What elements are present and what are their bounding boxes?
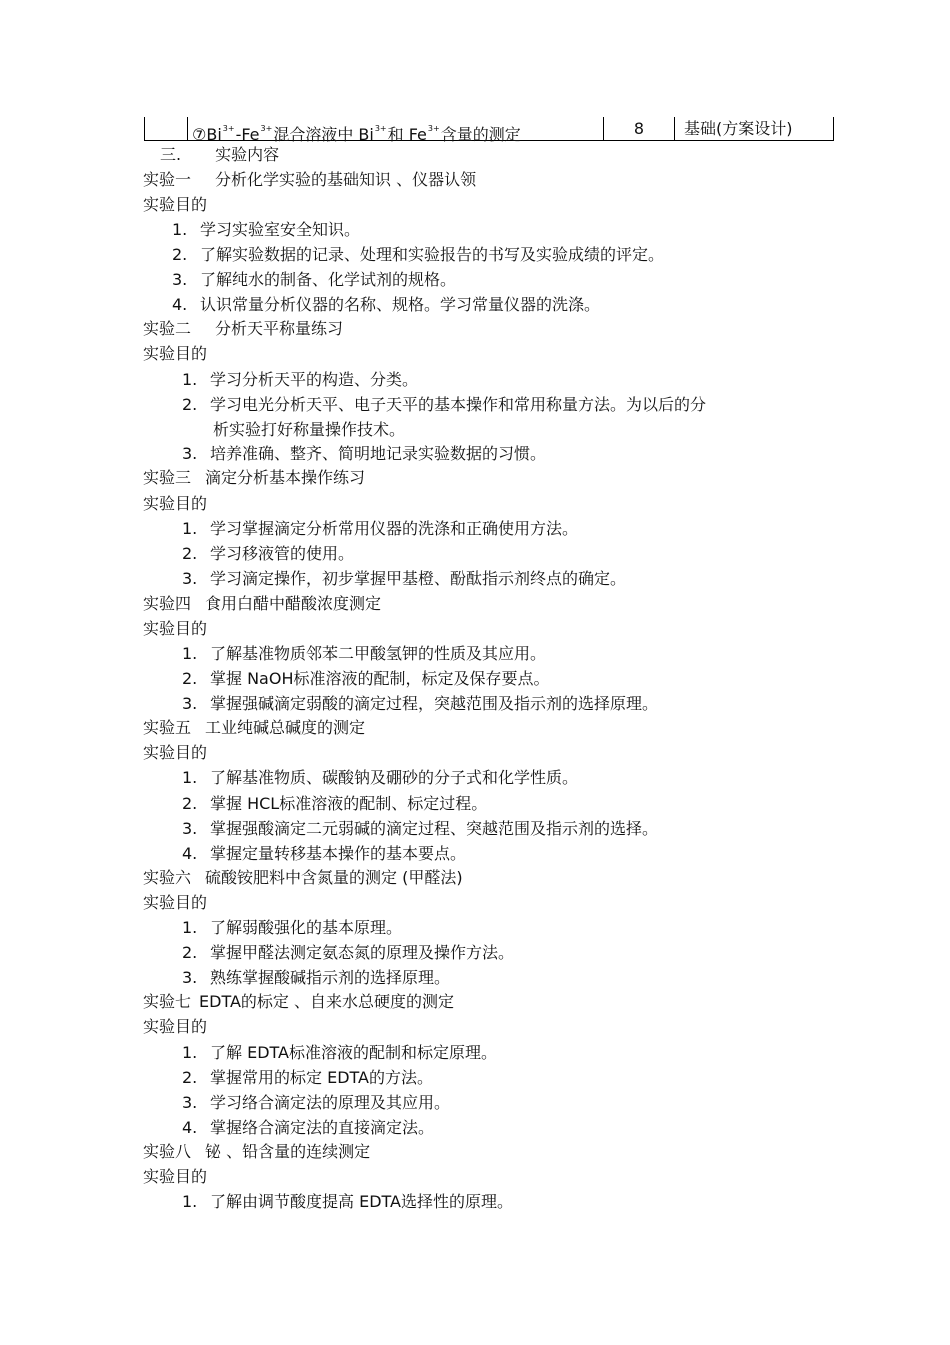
experiment-title: 实验六 硫酸铵肥料中含氮量的测定 (甲醛法) <box>143 868 463 887</box>
list-item: 3. 熟练掌握酸碱指示剂的选择原理。 <box>182 968 451 987</box>
list-item-continuation: 析实验打好称量操作技术。 <box>213 420 406 439</box>
list-item: 3. 掌握强酸滴定二元弱碱的滴定过程、突越范围及指示剂的选择。 <box>182 819 659 838</box>
list-item: 2. 掌握 NaOH标准溶液的配制，标定及保存要点。 <box>182 669 550 688</box>
purpose-label: 实验目的 <box>143 893 208 912</box>
list-item: 2. 了解实验数据的记录、处理和实验报告的书写及实验成绩的评定。 <box>172 245 665 264</box>
purpose-label: 实验目的 <box>143 1167 208 1186</box>
experiment-title: 实验二 分析天平称量练习 <box>143 319 344 338</box>
list-item: 1. 了解 EDTA标准溶液的配制和标定原理。 <box>182 1043 497 1062</box>
table-row <box>144 117 834 144</box>
list-item: 1. 了解基准物质邻苯二甲酸氢钾的性质及其应用。 <box>182 644 547 663</box>
list-item: 4. 认识常量分析仪器的名称、规格。学习常量仪器的洗涤。 <box>172 295 601 314</box>
purpose-label: 实验目的 <box>143 619 208 638</box>
experiment-title: 实验四 食用白醋中醋酸浓度测定 <box>143 594 382 613</box>
experiment-title: 实验五 工业纯碱总碱度的测定 <box>143 718 366 737</box>
list-item: 1. 学习实验室安全知识。 <box>172 220 361 239</box>
list-item: 1. 了解弱酸强化的基本原理。 <box>182 918 403 937</box>
table-border <box>674 117 675 141</box>
list-item: 3. 学习滴定操作，初步掌握甲基橙、酚酞指示剂终点的确定。 <box>182 569 627 588</box>
experiment-title: 实验三 滴定分析基本操作练习 <box>143 468 366 487</box>
table-cell-hours: 8 <box>633 119 645 138</box>
list-item: 3. 掌握强碱滴定弱酸的滴定过程，突越范围及指示剂的选择原理。 <box>182 694 659 713</box>
list-item: 4. 掌握络合滴定法的直接滴定法。 <box>182 1118 435 1137</box>
list-item: 4. 掌握定量转移基本操作的基本要点。 <box>182 844 467 863</box>
list-item: 1. 学习掌握滴定分析常用仪器的洗涤和正确使用方法。 <box>182 519 579 538</box>
purpose-label: 实验目的 <box>143 344 208 363</box>
purpose-label: 实验目的 <box>143 494 208 513</box>
experiment-title: 实验八 铋 、铅含量的连续测定 <box>143 1142 371 1161</box>
table-border <box>144 117 145 141</box>
experiment-title: 实验一 分析化学实验的基础知识 、仪器认领 <box>143 170 477 189</box>
section-label: 实验内容 <box>215 145 280 164</box>
table-cell-item: $⑦Bi^{3+}-Fe^{3+}$混合溶液中 $Bi^{3+}$和 $Fe^{3+}$含量的测定 <box>192 124 521 144</box>
purpose-label: 实验目的 <box>143 1017 208 1036</box>
table-cell-type: 基础(方案设计) <box>684 119 793 138</box>
list-item: 2. 掌握常用的标定 EDTA的方法。 <box>182 1068 433 1087</box>
list-item: 1. 了解由调节酸度提高 EDTA选择性的原理。 <box>182 1192 513 1211</box>
section-heading <box>160 145 279 165</box>
purpose-label: 实验目的 <box>143 195 208 214</box>
section-number: 三. <box>160 145 182 164</box>
list-item: 3. 培养准确、整齐、简明地记录实验数据的习惯。 <box>182 444 547 463</box>
list-item: 3. 学习络合滴定法的原理及其应用。 <box>182 1093 451 1112</box>
list-item: 3. 了解纯水的制备、化学试剂的规格。 <box>172 270 457 289</box>
list-item: 2. 学习电光分析天平、电子天平的基本操作和常用称量方法。为以后的分 <box>182 395 707 414</box>
table-border <box>833 117 834 141</box>
list-item: 1. 了解基准物质、碳酸钠及硼砂的分子式和化学性质。 <box>182 768 579 787</box>
list-item: 2. 掌握 HCL标准溶液的配制、标定过程。 <box>182 794 488 813</box>
table-border <box>187 117 188 141</box>
experiment-title: 实验七 EDTA的标定 、自来水总硬度的测定 <box>143 992 455 1011</box>
list-item: 1. 学习分析天平的构造、分类。 <box>182 370 419 389</box>
list-item: 2. 学习移液管的使用。 <box>182 544 355 563</box>
purpose-label: 实验目的 <box>143 743 208 762</box>
list-item: 2. 掌握甲醛法测定氨态氮的原理及操作方法。 <box>182 943 515 962</box>
